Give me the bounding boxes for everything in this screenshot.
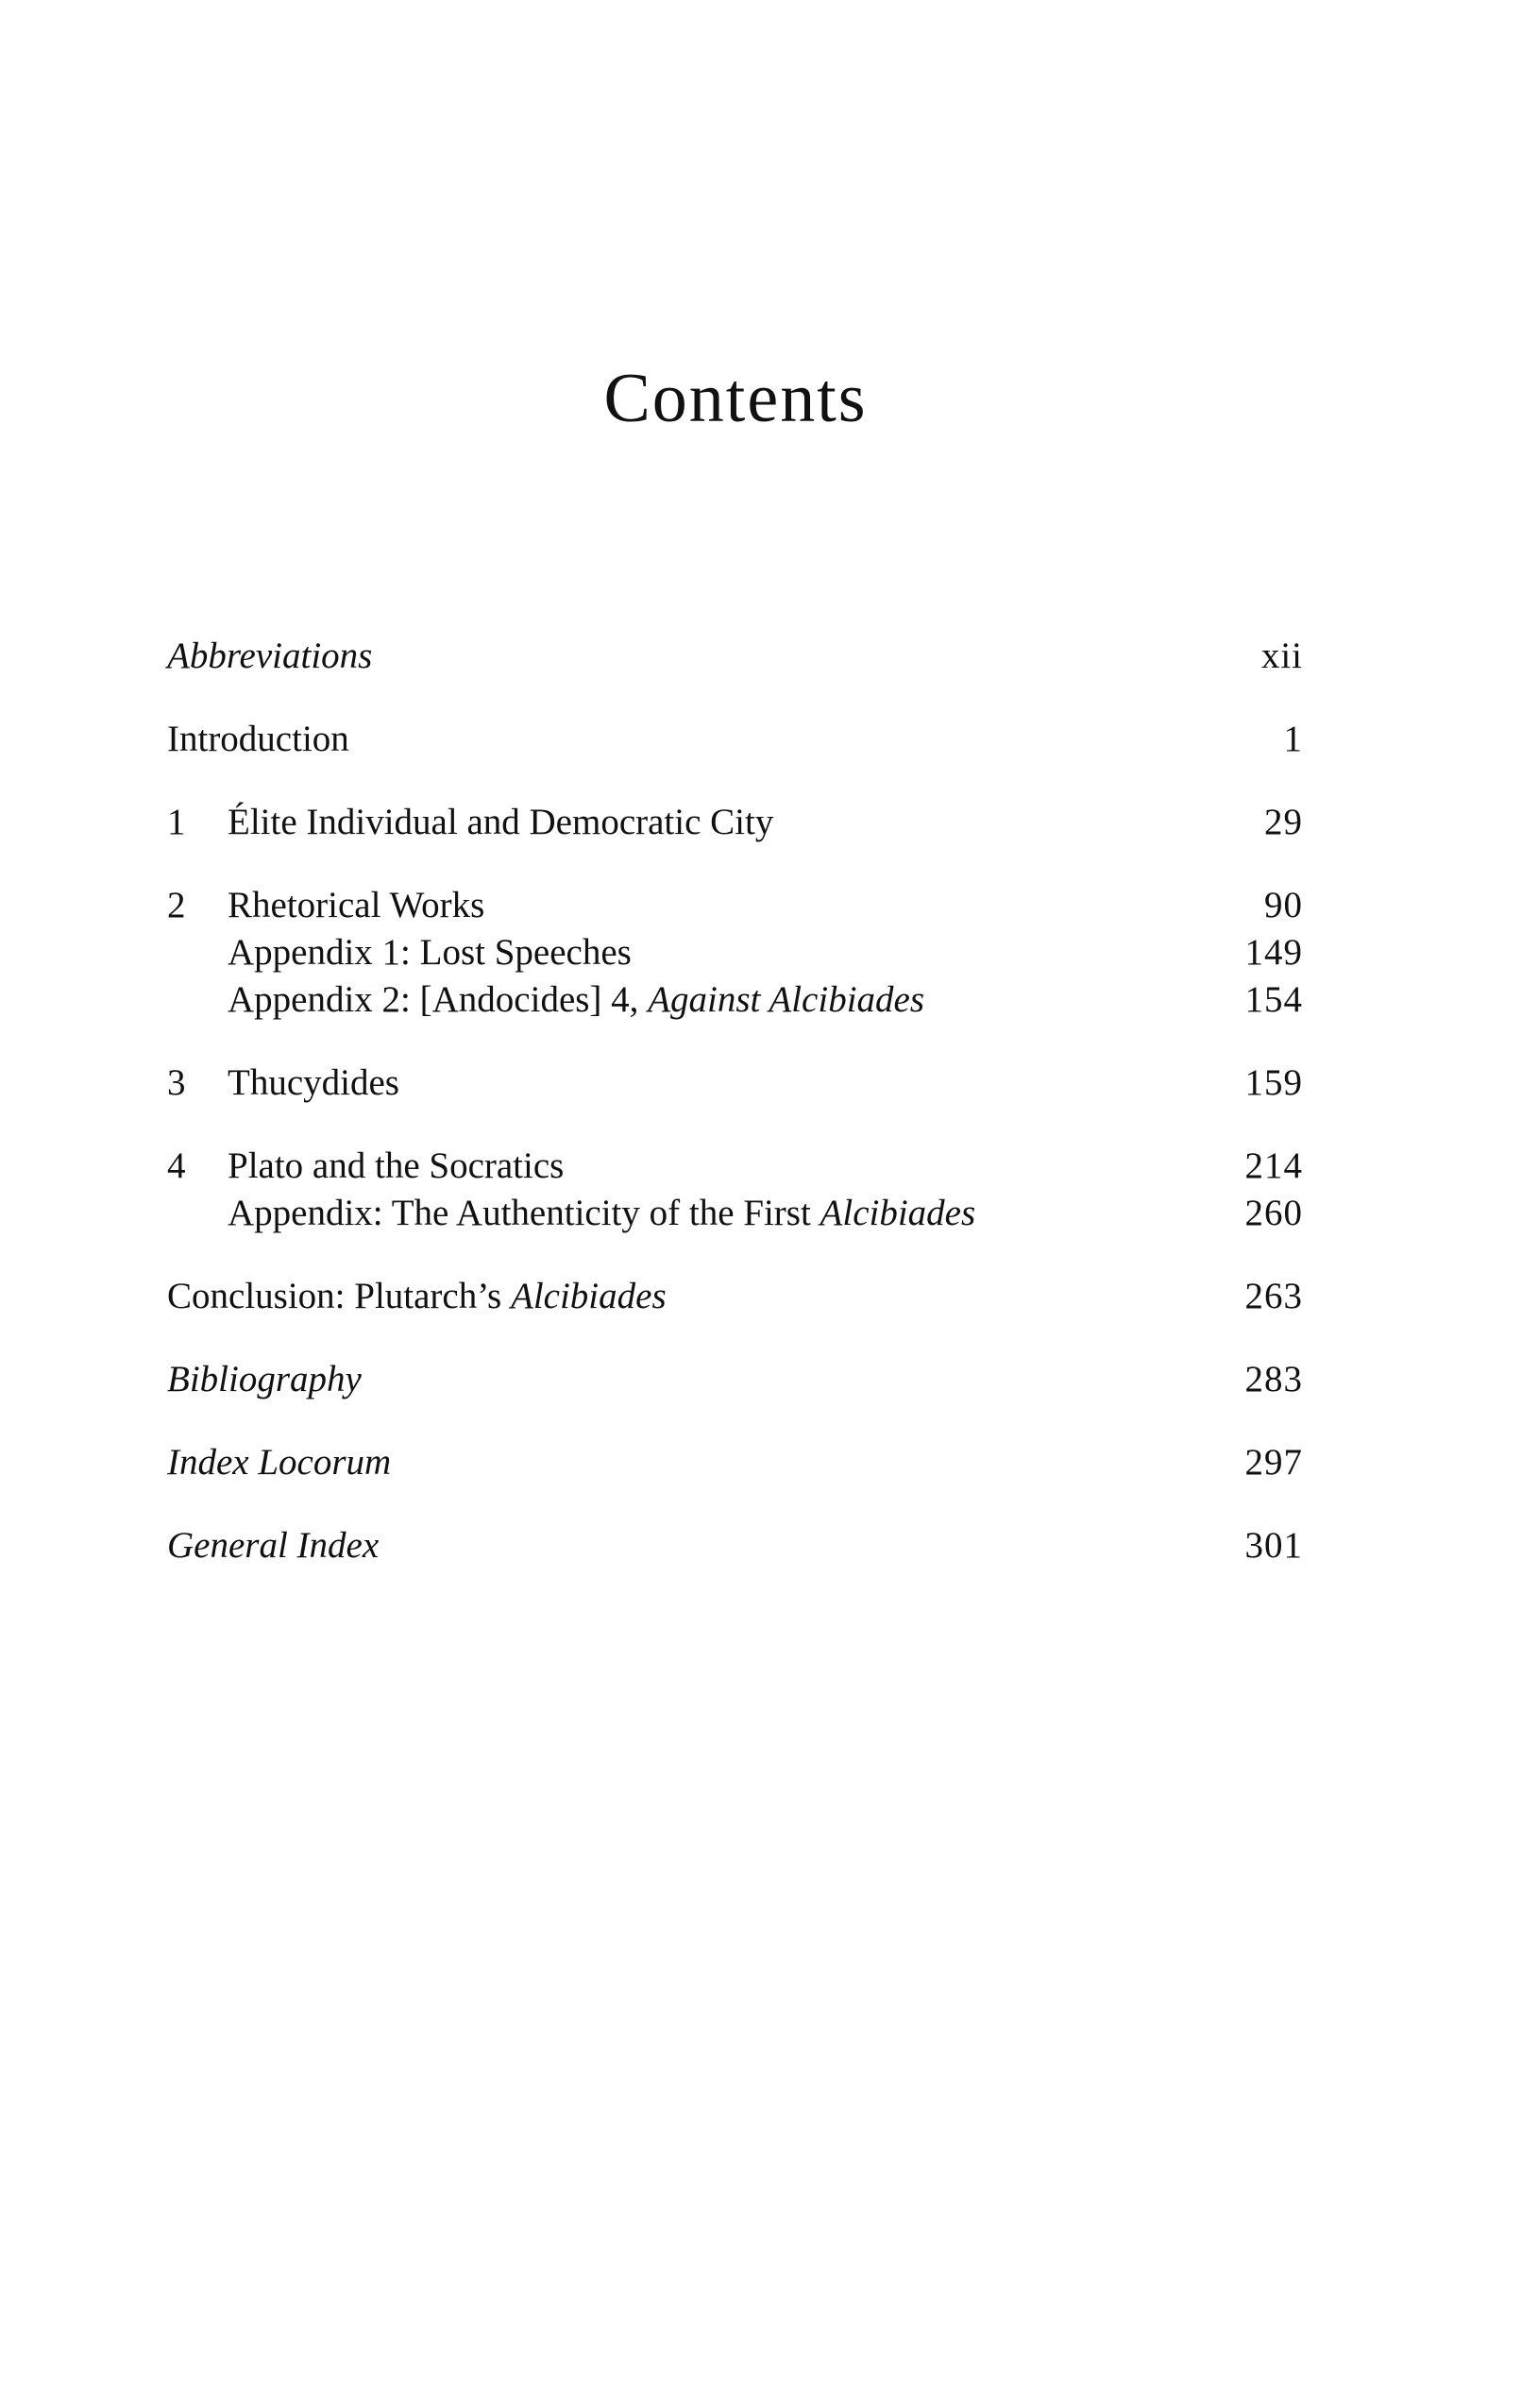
toc-entry-chapter-4-appendix[interactable] — [167, 1190, 1303, 1237]
entry-title: Appendix 2: [Andocides] 4, Against Alcibiades — [228, 979, 925, 1020]
toc-entry-chapter-3[interactable] — [167, 1060, 1303, 1107]
toc-entry-chapter-2-appendix-1[interactable] — [167, 929, 1303, 976]
entry-page-number: 159 — [1244, 1062, 1303, 1103]
toc-entry-index-locorum[interactable] — [167, 1439, 1303, 1486]
entry-page-number: 214 — [1244, 1145, 1303, 1186]
entry-title: Thucydides — [228, 1062, 399, 1103]
toc-entry-introduction[interactable] — [167, 716, 1303, 763]
entry-page-number: 263 — [1244, 1276, 1303, 1316]
page-title: Contents — [603, 360, 868, 437]
chapter-number: 3 — [167, 1062, 186, 1103]
entry-title: Rhetorical Works — [228, 885, 485, 925]
entry-page-number: 29 — [1264, 802, 1303, 842]
toc-entry-chapter-2[interactable] — [167, 882, 1303, 929]
toc-entry-chapter-4[interactable] — [167, 1143, 1303, 1190]
entry-page-number: 283 — [1244, 1359, 1303, 1399]
entry-title: Appendix: The Authenticity of the First Alcibiades — [228, 1193, 976, 1233]
entry-title: Élite Individual and Democratic City — [228, 802, 774, 842]
entry-title: Index Locorum — [167, 1442, 392, 1483]
entry-title: Appendix 1: Lost Speeches — [228, 932, 632, 973]
entry-page-number: xii — [1260, 636, 1303, 676]
entry-title: Abbreviations — [167, 636, 373, 676]
toc-entry-chapter-2-appendix-2[interactable] — [167, 976, 1303, 1024]
toc-entry-abbreviations[interactable] — [167, 633, 1303, 680]
entry-title: Plato and the Socratics — [228, 1145, 565, 1186]
entry-page-number: 297 — [1244, 1442, 1303, 1483]
entry-page-number: 90 — [1264, 885, 1303, 925]
toc-entry-chapter-1[interactable] — [167, 799, 1303, 846]
chapter-number: 1 — [167, 802, 186, 842]
entry-title: Conclusion: Plutarch’s Alcibiades — [167, 1276, 667, 1316]
entry-page-number: 1 — [1283, 719, 1303, 759]
entry-page-number: 260 — [1244, 1193, 1303, 1233]
chapter-number: 4 — [167, 1145, 186, 1186]
table-of-contents — [167, 0, 1303, 2408]
entry-title: Bibliography — [167, 1359, 362, 1399]
entry-page-number: 149 — [1244, 932, 1303, 973]
entry-page-number: 154 — [1244, 979, 1303, 1020]
entry-page-number: 301 — [1244, 1525, 1303, 1566]
chapter-number: 2 — [167, 885, 186, 925]
toc-entry-general-index[interactable] — [167, 1522, 1303, 1569]
entry-title: General Index — [167, 1525, 380, 1566]
toc-entry-conclusion[interactable] — [167, 1273, 1303, 1320]
toc-entry-bibliography[interactable] — [167, 1356, 1303, 1403]
entry-title: Introduction — [167, 719, 349, 759]
